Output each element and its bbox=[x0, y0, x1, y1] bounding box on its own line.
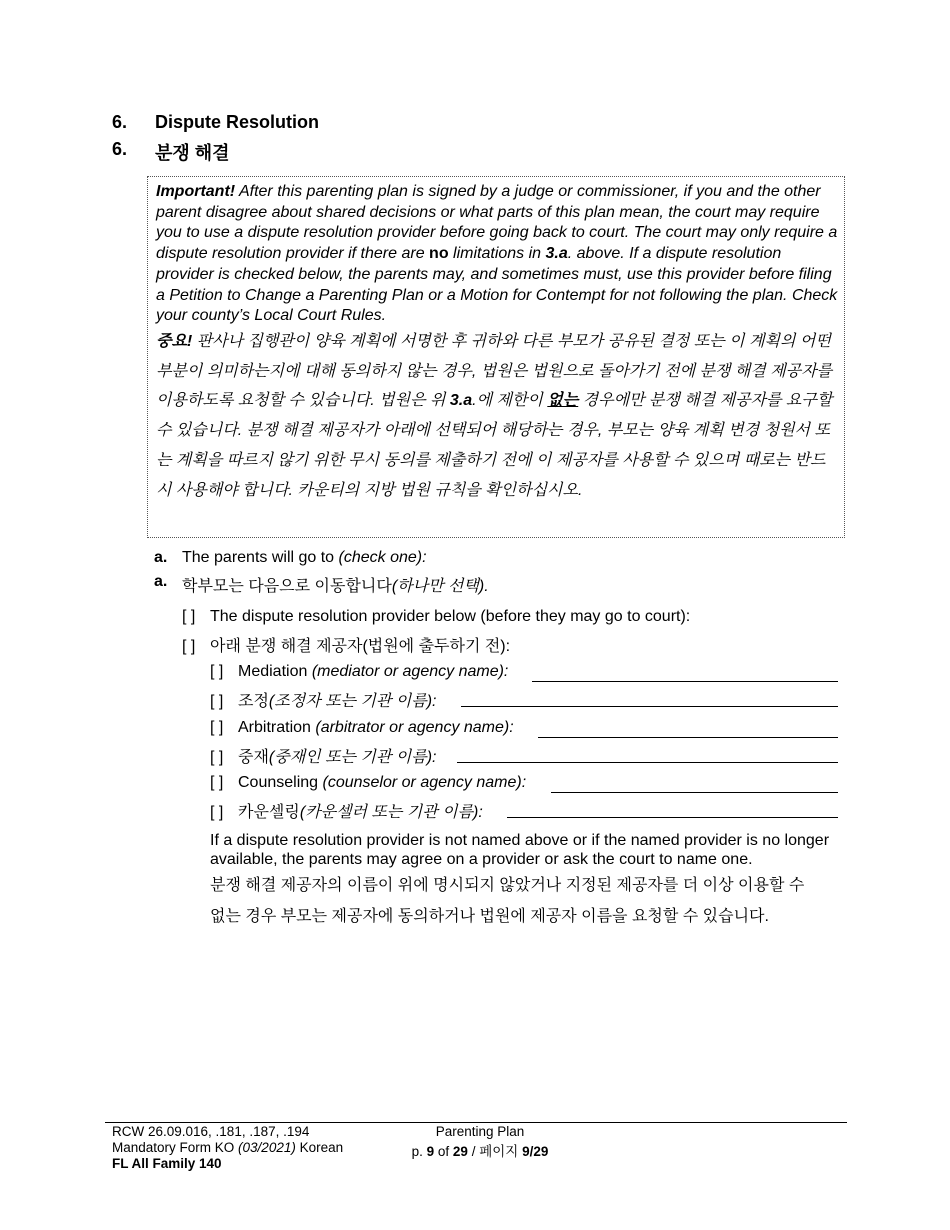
arbitration-checkbox-ko[interactable]: [ ] bbox=[210, 749, 224, 766]
provider-option-ko-text: 아래 분쟁 해결 제공자(법원에 출두하기 전): bbox=[210, 638, 511, 655]
notice-en-part2: limitations in bbox=[448, 245, 546, 263]
mediation-en bbox=[210, 663, 508, 681]
notice-ko-part1: 판사나 집행관이 양육 계획에 서명한 후 귀하와 다른 부모가 공유된 결정 또는 이 계획의 어떤 부분이 의미하는지에 대해 동의하지 않는 경우, 법원은 법원으로 돌아가기 전에 분쟁 해결 제공자를 이용하도록 요청할 수 있습니다. 법원은 위 bbox=[156, 333, 833, 410]
mediation-checkbox-ko[interactable]: [ ] bbox=[210, 693, 224, 710]
arbitration-ko-label: 중재 bbox=[238, 749, 269, 766]
counseling-checkbox[interactable]: [ ] bbox=[210, 774, 224, 791]
important-notice-box bbox=[147, 176, 845, 538]
footer-page: p. 9 of 29 / 페이지 9/29 bbox=[411, 1144, 549, 1159]
mediation-en-label: Mediation bbox=[238, 663, 312, 680]
counseling-en-hint: (counselor or agency name): bbox=[322, 774, 527, 791]
item-a-en-hint: (check one): bbox=[338, 549, 427, 566]
notice-ko-bold: 없는 bbox=[547, 392, 579, 410]
item-a-label: a. bbox=[154, 549, 168, 566]
footer-left bbox=[112, 1124, 412, 1172]
notice-ko-ref: 3.a bbox=[449, 392, 473, 410]
provider-option-ko bbox=[182, 633, 510, 656]
mediation-name-field-ko[interactable] bbox=[461, 706, 838, 707]
footer-center bbox=[380, 1124, 580, 1160]
footer-rcw: RCW 26.09.016, .181, .187, .194 bbox=[112, 1124, 310, 1139]
counseling-ko bbox=[210, 799, 483, 822]
counseling-ko-hint: (카운셀러 또는 기관 이름): bbox=[299, 804, 483, 821]
provider-option-en bbox=[182, 608, 690, 626]
counseling-ko-label: 카운셀링 bbox=[238, 804, 300, 821]
footer-divider bbox=[105, 1122, 847, 1123]
section-heading-ko bbox=[112, 139, 512, 163]
counseling-en bbox=[210, 774, 526, 792]
item-a-ko-hint: (하나만 선택). bbox=[391, 578, 489, 595]
arbitration-checkbox[interactable]: [ ] bbox=[210, 719, 224, 736]
notice-korean bbox=[156, 327, 840, 505]
counseling-checkbox-ko[interactable]: [ ] bbox=[210, 804, 224, 821]
closing-ko: 분쟁 해결 제공자의 이름이 위에 명시되지 않았거나 지정된 제공자를 더 이상 이용할 수 없는 경우 부모는 제공자에 동의하거나 법원에 제공자 이름을 요청할 수 있습니다. bbox=[210, 877, 805, 925]
mediation-name-field[interactable] bbox=[532, 681, 838, 682]
item-a-ko bbox=[154, 573, 489, 595]
counseling-name-field[interactable] bbox=[551, 792, 838, 793]
counseling-en-label: Counseling bbox=[238, 774, 323, 791]
arbitration-en-label: Arbitration bbox=[238, 719, 316, 736]
arbitration-ko-hint: (중재인 또는 기관 이름): bbox=[268, 749, 437, 766]
notice-en-part1: After this parenting plan is signed by a judge or commissioner, if you and the other parent disagree about shared decisions or what parts of this plan mean, the court may require you to use a dispute resolution provider before going back to court. The court may only require a dispute resolution provider if there are bbox=[156, 183, 838, 263]
arbitration-name-field-ko[interactable] bbox=[457, 762, 838, 763]
section-number: 6. bbox=[112, 112, 128, 132]
mediation-en-hint: (mediator or agency name): bbox=[311, 663, 509, 680]
section-number-ko: 6. bbox=[112, 139, 128, 159]
item-a-en bbox=[154, 549, 427, 567]
item-a-en-text: The parents will go to bbox=[182, 549, 339, 566]
notice-ko-part2: .에 제한이 bbox=[472, 392, 548, 410]
mediation-ko-label: 조정 bbox=[238, 693, 269, 710]
arbitration-name-field[interactable] bbox=[538, 737, 838, 738]
notice-english bbox=[156, 182, 840, 327]
footer-form-code: FL All Family 140 bbox=[112, 1156, 222, 1171]
provider-checkbox-ko[interactable]: [ ] bbox=[182, 638, 196, 655]
notice-en-no: no bbox=[429, 245, 449, 263]
notice-ko-part3: 경우에만 분쟁 해결 제공자를 요구할 수 있습니다. 분쟁 해결 제공자가 아래에 선택되어 해당하는 경우, 부모는 양육 계획 변경 청원서 또는 계획을 따르지 않기 위한 무시 동의를 제출하기 전에 이 제공자를 사용할 수 있으며 때로는 반드시 사용해야 합니다. 카운티의 지방 법원 규칙을 확인하십시오. bbox=[156, 392, 833, 499]
section-heading-en bbox=[112, 112, 512, 134]
notice-en-part3: . above. If a dispute resolution provider is checked below, the parents may, and sometimes must, use this provider before filing a Petition to Change a Parenting Plan or a Motion for Contempt for not following the plan. Check your county’s Local Court Rules. bbox=[156, 245, 838, 325]
footer-doc-title: Parenting Plan bbox=[435, 1124, 525, 1139]
provider-option-en-text: The dispute resolution provider below (before they may go to court): bbox=[210, 608, 691, 625]
mediation-ko bbox=[210, 688, 436, 711]
arbitration-en-hint: (arbitrator or agency name): bbox=[315, 719, 514, 736]
footer-form: Mandatory Form KO (03/2021) Korean bbox=[112, 1140, 344, 1155]
notice-ko-lead: 중요! bbox=[156, 333, 193, 350]
item-a-label-ko: a. bbox=[154, 573, 168, 590]
closing-en: If a dispute resolution provider is not named above or if the named provider is no longer available, the parents may agree on a provider or ask the court to name one. bbox=[210, 832, 830, 868]
notice-en-ref: 3.a bbox=[545, 245, 568, 263]
mediation-ko-hint: (조정자 또는 기관 이름): bbox=[268, 693, 437, 710]
arbitration-en bbox=[210, 719, 514, 737]
section-title-ko: 분쟁 해결 bbox=[155, 143, 230, 163]
mediation-checkbox[interactable]: [ ] bbox=[210, 663, 224, 680]
section-title-en: Dispute Resolution bbox=[155, 112, 320, 132]
notice-en-lead: Important! bbox=[156, 183, 236, 200]
provider-checkbox[interactable]: [ ] bbox=[182, 608, 196, 625]
item-a-ko-text: 학부모는 다음으로 이동합니다 bbox=[182, 578, 392, 595]
counseling-name-field-ko[interactable] bbox=[507, 817, 838, 818]
arbitration-ko bbox=[210, 744, 436, 767]
